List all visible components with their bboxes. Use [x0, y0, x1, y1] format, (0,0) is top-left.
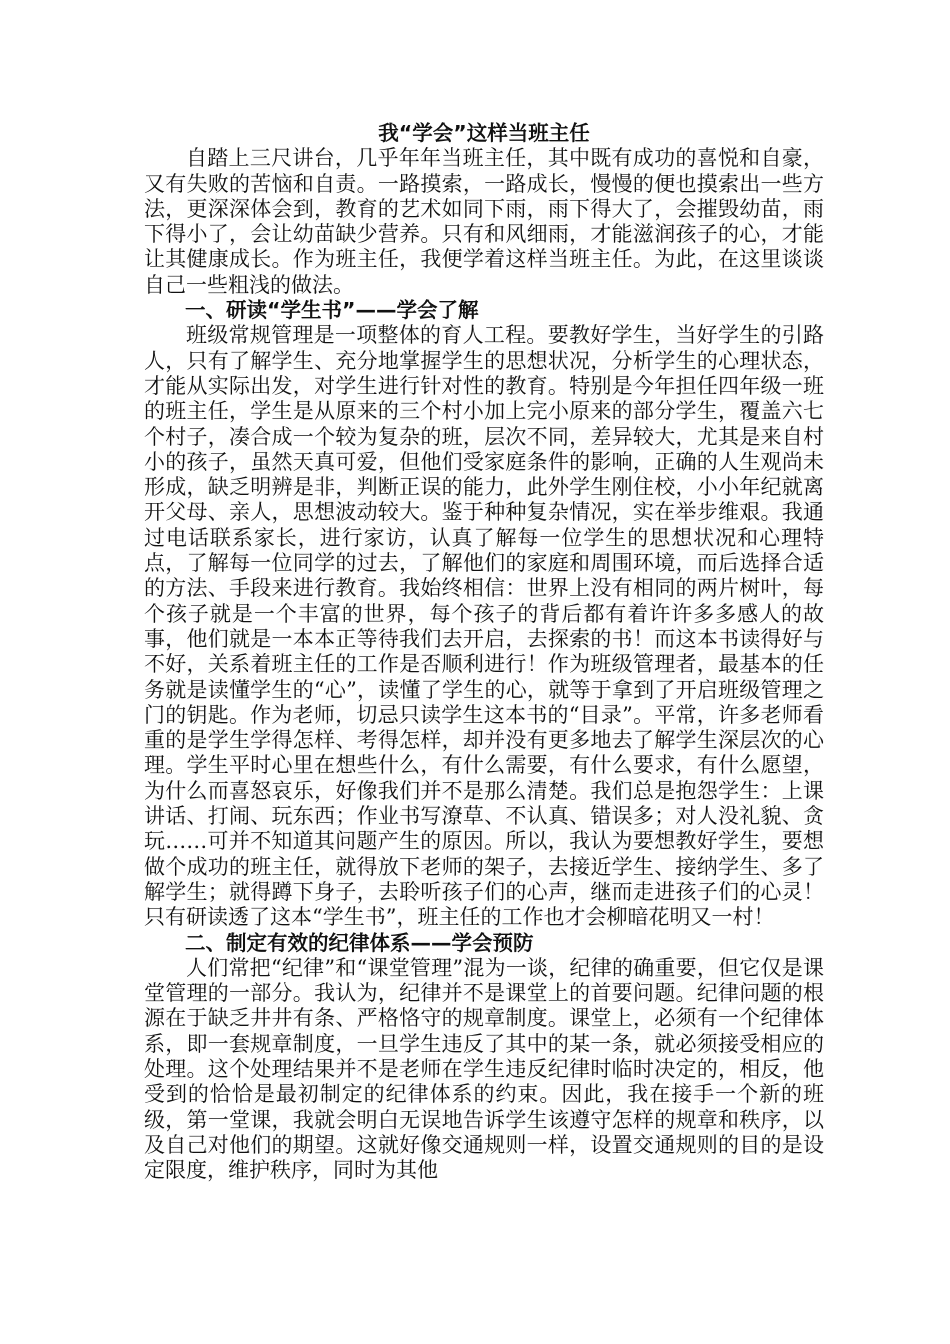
intro-paragraph: 自踏上三尺讲台，几乎年年当班主任，其中既有成功的喜悦和自豪，又有失败的苦恼和自责。一路摸索，一路成长，慢慢的便也摸索出一些方法，更深深体会到，教育的艺术如同下雨，雨下得大了，会摧毁幼苗，雨下得小了，会让幼苗缺少营养。只有和风细雨，才能滋润孩子的心，才能让其健康成长。作为班主任，我便学着这样当班主任。为此，在这里谈谈自己一些粗浅的做法。: [144, 146, 824, 297]
section-2-paragraph: 人们常把“纪律”和“课堂管理”混为一谈，纪律的确重要，但它仅是课堂管理的一部分。我认为，纪律并不是课堂上的首要问题。纪律问题的根源在于缺乏井井有条、严格恪守的规章制度。课堂上，必须有一个纪律体系，即一套规章制度，一旦学生违反了其中的某一条，就必须接受相应的处理。这个处理结果并不是老师在学生违反纪律时临时决定的，相反，他受到的恰恰是最初制定的纪律体系的约束。因此，我在接手一个新的班级，第一堂课，我就会明白无误地告诉学生该遵守怎样的规章和秩序，以及自己对他们的期望。这就好像交通规则一样，设置交通规则的目的是设定限度，维护秩序，同时为其他: [144, 955, 824, 1183]
section-1-heading: 一、研读“学生书”——学会了解: [185, 298, 479, 323]
section-1-paragraph: 班级常规管理是一项整体的育人工程。要教好学生，当好学生的引路人，只有了解学生、充分地掌握学生的思想状况，分析学生的心理状态，才能从实际出发，对学生进行针对性的教育。特别是今年担任四年级一班的班主任，学生是从原来的三个村小加上完小原来的部分学生，覆盖六七个村子，凑合成一个较为复杂的班，层次不同，差异较大，尤其是来自村小的孩子，虽然天真可爱，但他们受家庭条件的影响，正确的人生观尚未形成，缺乏明辨是非，判断正误的能力，此外学生刚住校，小小年纪就离开父母、亲人，思想波动较大。鉴于种种复杂情况，实在举步维艰。我通过电话联系家长，进行家访，认真了解每一位学生的思想状况和心理特点，了解每一位同学的过去，了解他们的家庭和周围环境，而后选择合适的方法、手段来进行教育。我始终相信：世界上没有相同的两片树叶，每个孩子就是一个丰富的世界，每个孩子的背后都有着许许多多感人的故事，他们就是一本本正等待我们去开启，去探索的书！而这本书读得好与不好，关系着班主任的工作是否顺利进行！作为班级管理者，最基本的任务就是读懂学生的“心”，读懂了学生的心，就等于拿到了开启班级管理之门的钥匙。作为老师，切忌只读学生这本书的“目录”。平常，许多老师看重的是学生学得怎样、考得怎样，却并没有更多地去了解学生深层次的心理。学生平时心里在想些什么，有什么需要，有什么要求，有什么愿望，为什么而喜怒哀乐，好像我们并不是那么清楚。我们总是抱怨学生：上课讲话、打闹、玩东西；作业书写潦草、不认真、错误多；对人没礼貌、贪玩……可并不知道其问题产生的原因。所以，我认为要想教好学生，要想做个成功的班主任，就得放下老师的架子，去接近学生、接纳学生、多了解学生；就得蹲下身子，去聆听孩子们的心声，继而走进孩子们的心灵！只有研读透了这本“学生书”，班主任的工作也才会柳暗花明又一村！: [144, 323, 824, 930]
document-page: [144, 121, 824, 1183]
document-title: 我“学会”这样当班主任: [378, 121, 590, 145]
section-2-heading: 二、制定有效的纪律体系——学会预防: [185, 930, 534, 955]
